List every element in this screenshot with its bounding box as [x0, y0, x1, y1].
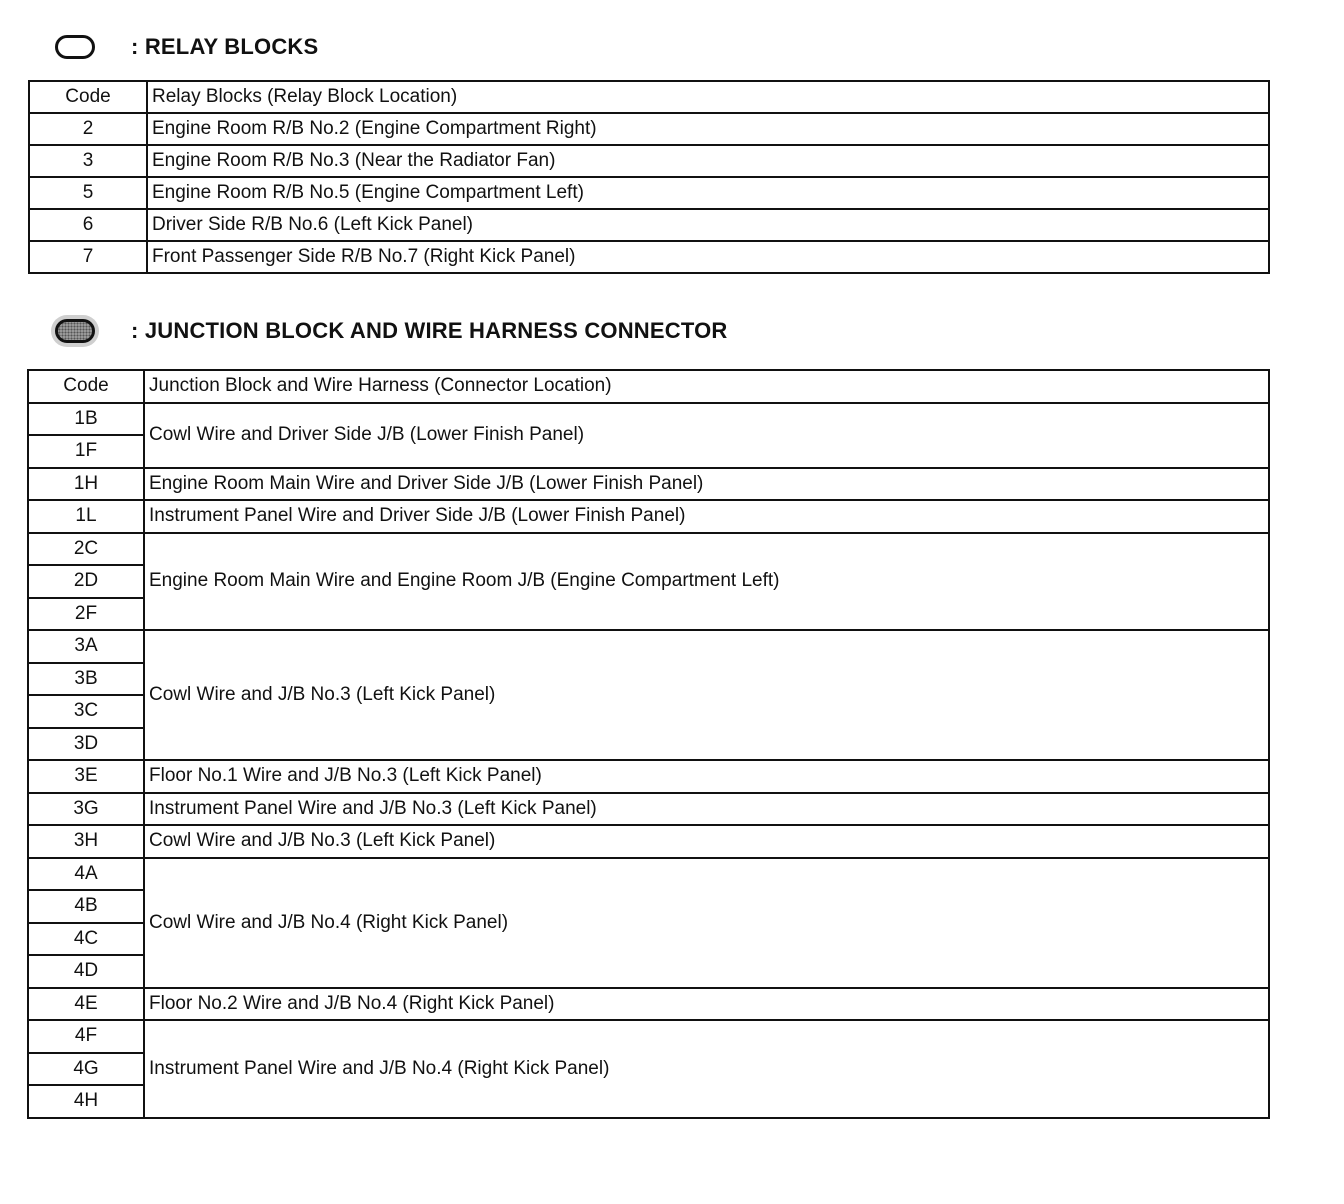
rounded-rect-outline-icon: [55, 35, 95, 59]
table-row: [29, 113, 1269, 145]
table-row: [28, 858, 1269, 891]
code-header: Code: [29, 81, 147, 113]
description-cell: Instrument Panel Wire and J/B No.4 (Right Kick Panel): [144, 1020, 1269, 1118]
code-cell: 1F: [28, 435, 144, 468]
code-cell: 6: [29, 209, 147, 241]
relay-blocks-table: [28, 80, 1270, 274]
code-cell: 4B: [28, 890, 144, 923]
code-cell: 4F: [28, 1020, 144, 1053]
description-cell: Front Passenger Side R/B No.7 (Right Kick Panel): [147, 241, 1269, 273]
description-cell: Instrument Panel Wire and J/B No.3 (Left Kick Panel): [144, 793, 1269, 826]
description-cell: Engine Room Main Wire and Engine Room J/B (Engine Compartment Left): [144, 533, 1269, 631]
location-header: Relay Blocks (Relay Block Location): [147, 81, 1269, 113]
code-cell: 4C: [28, 923, 144, 956]
table-row: [28, 533, 1269, 566]
code-cell: 3: [29, 145, 147, 177]
code-cell: 1L: [28, 500, 144, 533]
description-cell: Driver Side R/B No.6 (Left Kick Panel): [147, 209, 1269, 241]
code-cell: 4G: [28, 1053, 144, 1086]
code-cell: 4D: [28, 955, 144, 988]
code-cell: 1B: [28, 403, 144, 436]
description-cell: Engine Room Main Wire and Driver Side J/B (Lower Finish Panel): [144, 468, 1269, 501]
table-row: [28, 1020, 1269, 1053]
code-cell: 3G: [28, 793, 144, 826]
rounded-rect-shaded-icon: [55, 319, 95, 343]
code-cell: 2F: [28, 598, 144, 631]
table-row: [28, 825, 1269, 858]
table-row: [28, 630, 1269, 663]
junction-block-table: [27, 369, 1270, 1119]
table-header-row: [29, 81, 1269, 113]
code-cell: 3H: [28, 825, 144, 858]
table-row: [29, 145, 1269, 177]
description-cell: Cowl Wire and Driver Side J/B (Lower Finish Panel): [144, 403, 1269, 468]
table-row: [29, 177, 1269, 209]
description-cell: Engine Room R/B No.3 (Near the Radiator Fan): [147, 145, 1269, 177]
code-cell: 2: [29, 113, 147, 145]
table-row: [28, 793, 1269, 826]
table-header-row: [28, 370, 1269, 403]
code-cell: 5: [29, 177, 147, 209]
table-row: [29, 241, 1269, 273]
description-cell: Cowl Wire and J/B No.3 (Left Kick Panel): [144, 825, 1269, 858]
table-row: [28, 403, 1269, 436]
relay-blocks-heading: [55, 34, 318, 60]
code-cell: 3E: [28, 760, 144, 793]
code-cell: 4A: [28, 858, 144, 891]
table-row: [28, 760, 1269, 793]
code-cell: 1H: [28, 468, 144, 501]
description-cell: Floor No.2 Wire and J/B No.4 (Right Kick Panel): [144, 988, 1269, 1021]
location-header: Junction Block and Wire Harness (Connector Location): [144, 370, 1269, 403]
junction-block-heading: [55, 318, 728, 344]
code-cell: 2D: [28, 565, 144, 598]
table-row: [28, 500, 1269, 533]
code-cell: 3C: [28, 695, 144, 728]
code-cell: 4E: [28, 988, 144, 1021]
junction-block-title: : JUNCTION BLOCK AND WIRE HARNESS CONNECTOR: [131, 318, 728, 343]
code-cell: 2C: [28, 533, 144, 566]
code-cell: 7: [29, 241, 147, 273]
table-row: [28, 988, 1269, 1021]
description-cell: Floor No.1 Wire and J/B No.3 (Left Kick Panel): [144, 760, 1269, 793]
table-row: [29, 209, 1269, 241]
description-cell: Cowl Wire and J/B No.3 (Left Kick Panel): [144, 630, 1269, 760]
code-cell: 3A: [28, 630, 144, 663]
relay-blocks-title: : RELAY BLOCKS: [131, 34, 319, 59]
description-cell: Cowl Wire and J/B No.4 (Right Kick Panel): [144, 858, 1269, 988]
code-cell: 3D: [28, 728, 144, 761]
description-cell: Instrument Panel Wire and Driver Side J/B (Lower Finish Panel): [144, 500, 1269, 533]
description-cell: Engine Room R/B No.2 (Engine Compartment Right): [147, 113, 1269, 145]
description-cell: Engine Room R/B No.5 (Engine Compartment Left): [147, 177, 1269, 209]
code-cell: 4H: [28, 1085, 144, 1118]
table-row: [28, 468, 1269, 501]
code-cell: 3B: [28, 663, 144, 696]
code-header: Code: [28, 370, 144, 403]
